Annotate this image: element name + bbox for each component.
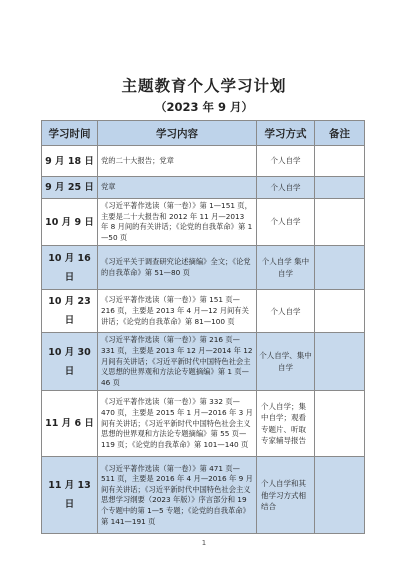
row-date: 11 月 6 日	[42, 391, 98, 457]
row-note	[315, 391, 365, 457]
row-method: 个人自学；集中自学；观看专题片、听取专家辅导报告	[257, 391, 315, 457]
row-method: 个人自学	[257, 290, 315, 333]
row-date: 10 月 16 日	[42, 246, 98, 290]
table-row	[42, 246, 365, 290]
row-note	[315, 146, 365, 177]
row-method: 个人自学 集中自学	[257, 246, 315, 290]
row-date: 10 月 9 日	[42, 199, 98, 246]
table-row	[42, 146, 365, 177]
table-row	[42, 177, 365, 199]
header-note: 备注	[315, 121, 365, 146]
row-content: 《习近平著作选读（第一卷）》第 471 页—511 页，主要是 2016 年 4 月—2016 年 9 月间有关讲话；《习近平新时代中国特色社会主义思想学习纲要（2023 年版）》序言部分和 19 个专题中的第 1—5 专题；《论党的自我革命》第 141—191 页	[98, 457, 257, 534]
row-date: 9 月 18 日	[42, 146, 98, 177]
row-method: 个人自学和其他学习方式相结合	[257, 457, 315, 534]
row-date: 10 月 30 日	[42, 333, 98, 391]
document-title: 主题教育个人学习计划	[121, 77, 287, 95]
row-note	[315, 177, 365, 199]
row-content: 《习近平著作选读（第一卷）》第 216 页—331 页，主要是 2013 年 12 月—2014 年 12 月间有关讲话；《习近平新时代中国特色社会主义思想的世界观和方法论专题摘编》第 1 页—46 页	[98, 333, 257, 391]
row-content: 党的二十大报告；党章	[98, 146, 257, 177]
document-subtitle: （2023 年 9 月）	[154, 100, 254, 114]
table-header-row	[42, 121, 365, 146]
row-note	[315, 199, 365, 246]
table-row	[42, 199, 365, 246]
study-plan-table	[41, 120, 365, 534]
row-content: 《习近平关于调查研究论述摘编》全文；《论党的自我革命》第 51—80 页	[98, 246, 257, 290]
header-time: 学习时间	[42, 121, 98, 146]
table-row	[42, 333, 365, 391]
page-number: 1	[201, 539, 207, 547]
row-date: 10 月 23 日	[42, 290, 98, 333]
header-method: 学习方式	[257, 121, 315, 146]
row-method: 个人自学	[257, 146, 315, 177]
row-method: 个人自学	[257, 199, 315, 246]
row-note	[315, 333, 365, 391]
row-content: 党章	[98, 177, 257, 199]
row-note	[315, 290, 365, 333]
header-content: 学习内容	[98, 121, 257, 146]
row-note	[315, 457, 365, 534]
row-content: 《习近平著作选读（第一卷）》第 332 页—470 页，主要是 2015 年 1 月—2016 年 3 月间有关讲话；《习近平新时代中国特色社会主义思想的世界观和方法论专题摘编》第 55 页—119 页；《论党的自我革命》第 101—140 页	[98, 391, 257, 457]
row-note	[315, 246, 365, 290]
table-row	[42, 457, 365, 534]
row-date: 9 月 25 日	[42, 177, 98, 199]
row-date: 11 月 13 日	[42, 457, 98, 534]
table-row	[42, 290, 365, 333]
row-method: 个人自学	[257, 177, 315, 199]
row-content: 《习近平著作选读（第一卷）》第 151 页—216 页，主要是 2013 年 4 月—12 月间有关讲话；《论党的自我革命》第 81—100 页	[98, 290, 257, 333]
table-row	[42, 391, 365, 457]
row-content: 《习近平著作选读（第一卷）》第 1—151 页，主要是二十大报告和 2012 年 11 月—2013 年 8 月间的有关讲话；《论党的自我革命》第 1—50 页	[98, 199, 257, 246]
row-method: 个人自学、集中自学	[257, 333, 315, 391]
